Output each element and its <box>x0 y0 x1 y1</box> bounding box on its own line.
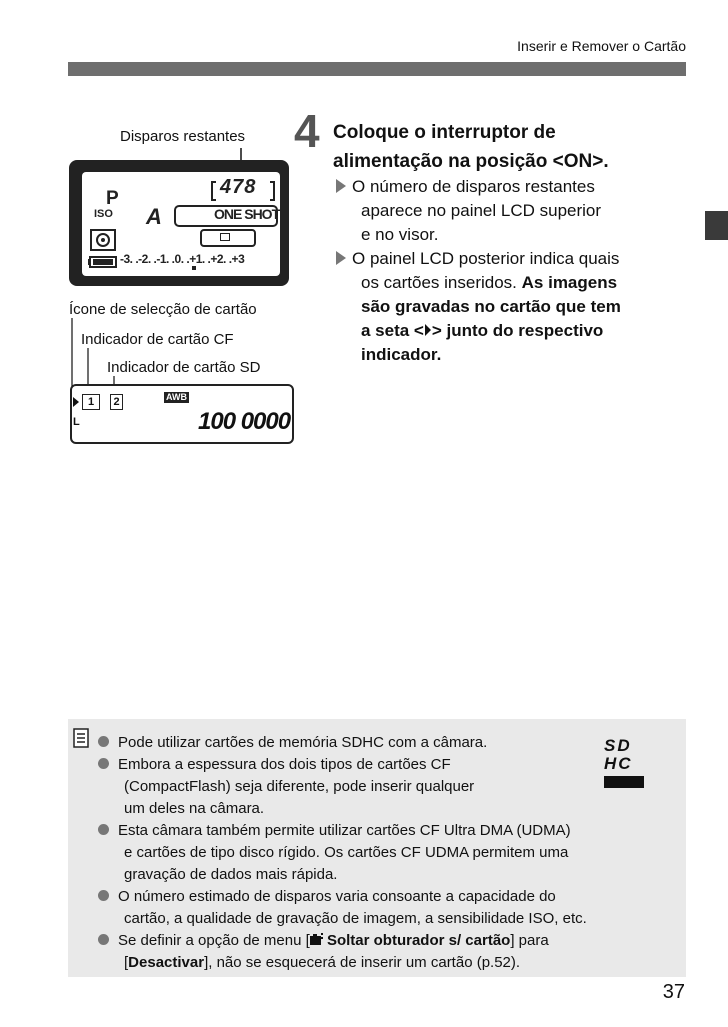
arrow-bullet-icon <box>336 179 346 193</box>
shot-counter: 100 0000 <box>198 408 291 435</box>
bullet-icon <box>98 824 109 835</box>
bullet-1-line3: e no visor. <box>361 225 439 244</box>
step-title-line2: alimentação na posição <ON>. <box>333 151 609 172</box>
aperture-symbol: A <box>146 204 162 229</box>
image-quality-indicator: L <box>73 416 80 428</box>
bullet-2-line2: os cartões inseridos. As imagens <box>361 273 618 292</box>
bullet-icon <box>98 758 109 769</box>
header-bar <box>68 62 686 76</box>
note-box <box>68 719 686 977</box>
step-title-line1: Coloque o interruptor de <box>333 122 556 143</box>
exposure-marker <box>192 266 196 270</box>
remaining-shots-value: 478 <box>220 176 257 198</box>
label-cf-indicator: Indicador de cartão CF <box>81 331 234 348</box>
note-2-line1: Embora a espessura dos dois tipos de cartões CF <box>98 754 451 776</box>
bullet-icon <box>98 890 109 901</box>
bullet-2-line1: O painel LCD posterior indica quais <box>336 247 619 271</box>
step-number: 4 <box>294 105 320 157</box>
shooting-menu-icon <box>310 933 323 946</box>
sdhc-logo: SD HC <box>604 737 660 775</box>
bullet-1-line2: aparece no painel LCD superior <box>361 201 602 220</box>
exposure-scale: -3. .-2. .-1. .0. .+1. .+2. .+3 <box>120 252 245 266</box>
label-remaining-shots: Disparos restantes <box>120 128 246 145</box>
step-title <box>333 118 693 176</box>
mode-indicator: P <box>106 188 119 209</box>
af-mode-value: ONE SHOT <box>214 206 280 222</box>
note-3-line3: gravação de dados mais rápida. <box>124 866 338 883</box>
top-lcd-screen <box>82 172 280 276</box>
note-2-line3: um deles na câmara. <box>124 800 265 817</box>
note-2-line2: (CompactFlash) seja diferente, pode inserir qualquer <box>124 778 475 795</box>
note-4-line2: cartão, a qualidade de gravação de imagem, a sensibilidade ISO, etc. <box>124 910 587 927</box>
arrow-bullet-icon <box>336 251 346 265</box>
shots-bracket <box>210 180 276 202</box>
sd-card-indicator: 2 <box>110 394 123 410</box>
bullet-2-line5: indicador. <box>361 345 442 364</box>
white-balance-indicator: AWB <box>166 392 187 402</box>
iso-label: ISO <box>94 208 113 220</box>
bullet-2-line4: a seta < > junto do respectivo <box>361 321 604 340</box>
page-number: 37 <box>662 981 685 1003</box>
battery-icon <box>88 256 118 268</box>
bullet-icon <box>98 736 109 747</box>
label-sd-indicator: Indicador de cartão SD <box>107 359 261 376</box>
metering-icon <box>90 229 116 251</box>
cf-card-indicator: 1 <box>82 394 100 410</box>
bullet-icon <box>98 934 109 945</box>
sdhc-logo-bar <box>604 776 644 788</box>
bullet-1-line1: O número de disparos restantes <box>336 175 595 199</box>
chapter-tab <box>705 211 728 240</box>
note-5-line1: Se definir a opção de menu [ Soltar obturador s/ cartão] para <box>98 930 549 952</box>
notes-icon <box>73 728 89 748</box>
note-4-line1: O número estimado de disparos varia consoante a capacidade do <box>98 886 556 908</box>
label-card-selection-icon: Ícone de selecção de cartão <box>69 301 257 318</box>
rear-lcd-panel <box>70 384 294 444</box>
selection-arrow-icon <box>72 396 80 408</box>
selection-arrow-icon <box>424 323 432 337</box>
bullet-2-line3: são gravadas no cartão que tem <box>361 297 621 316</box>
note-3-line1: Esta câmara também permite utilizar cartões CF Ultra DMA (UDMA) <box>98 820 571 842</box>
running-header: Inserir e Remover o Cartão <box>517 38 686 54</box>
single-shot-icon <box>220 233 230 241</box>
note-1: Pode utilizar cartões de memória SDHC com a câmara. <box>98 732 487 754</box>
note-3-line2: e cartões de tipo disco rígido. Os cartões CF UDMA permitem uma <box>124 844 569 861</box>
note-5-line2: [Desactivar], não se esquecerá de inserir um cartão (p.52). <box>124 954 521 971</box>
